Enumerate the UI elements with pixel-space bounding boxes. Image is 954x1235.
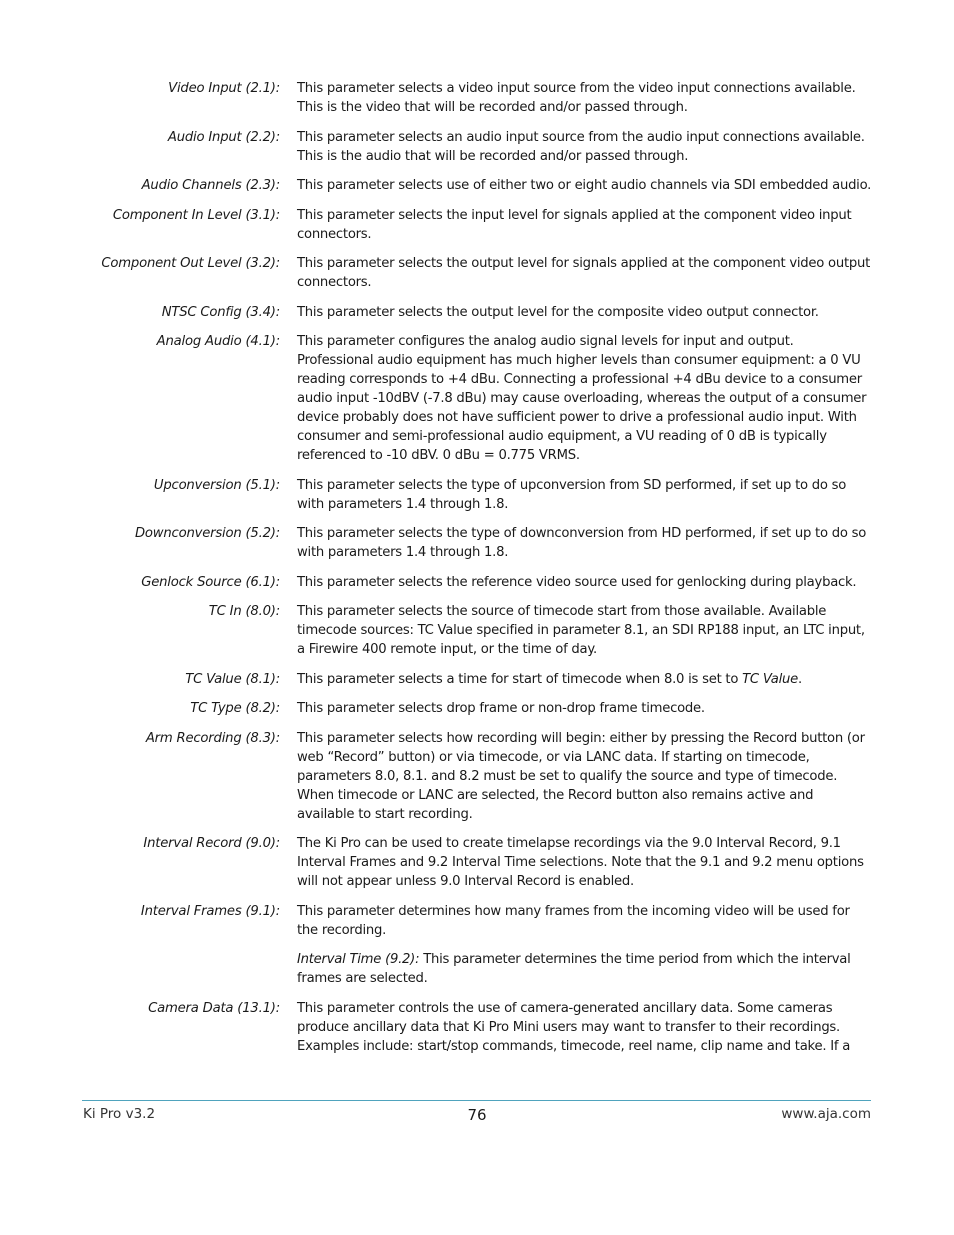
page-number: 76 — [467, 1106, 487, 1124]
parameter-entry — [0, 332, 954, 465]
parameter-description: This parameter selects the source of timecode start from those available. Available timecode sources: TC Value specified in parameter 8.1, an SDI RP188 input, an LTC input, a Firewire 400 remote input, or the time of day. — [297, 604, 865, 657]
parameter-term: Upconversion (5.1): — [153, 477, 280, 493]
parameter-entry — [0, 206, 954, 244]
parameter-description: This parameter selects use of either two or eight audio channels via SDI embedded audio. — [297, 178, 872, 193]
parameter-description: This parameter selects the reference video source used for genlocking during playback. — [297, 574, 857, 590]
parameter-term: Analog Audio (4.1): — [156, 334, 280, 349]
parameter-description: This parameter selects how recording will begin: either by pressing the Record button (or web “Record” button) or via timecode, or via LANC data. If starting on timecode, parameters 8.0, 8.1. and 8.2 must be set to qualify the source and type of timecode. When timecode or LANC are selected, the Record button also remains active and available to start recording. — [297, 730, 865, 822]
parameter-entry — [0, 176, 954, 195]
parameter-term: TC Type (8.2): — [190, 701, 280, 716]
description-italic-text: TC Value — [742, 671, 798, 687]
parameter-description: This parameter selects drop frame or non-drop frame timecode. — [297, 701, 705, 716]
footer-divider — [82, 1100, 871, 1101]
description-italic-lead: Interval Time (9.2): — [297, 952, 420, 967]
parameter-entry — [0, 254, 954, 292]
parameter-term: NTSC Config (3.4): — [161, 304, 280, 320]
parameter-term: Video Input (2.1): — [168, 81, 280, 96]
parameter-term: Camera Data (13.1): — [148, 1000, 280, 1016]
parameter-term: Interval Frames (9.1): — [140, 903, 280, 919]
parameter-description: This parameter configures the analog audio signal levels for input and output. Professional audio equipment has much higher levels than consumer equipment: a 0 VU reading corresponds to +4 dBu. Connecting a professional +4 dBu device to a consumer audio input -10dBV (-7.8 dBu) may cause overloading, whereas the output of a consumer device probably does not have sufficient power to drive a professional audio input. With consumer and semi-professional audio equipment, a VU reading of 0 dB is typically referenced to -10 dBV. 0 dBu = 0.775 VRMS. — [297, 334, 867, 463]
parameter-term: Interval Record (9.0): — [143, 836, 280, 851]
parameter-entry — [0, 729, 954, 824]
parameter-description: This parameter selects the output level for the composite video output connector. — [297, 304, 819, 320]
parameter-term: TC Value (8.1): — [185, 671, 280, 687]
parameter-entry — [0, 303, 954, 322]
parameter-term: Audio Channels (2.3): — [141, 178, 280, 193]
parameter-entry — [0, 999, 954, 1056]
parameter-description: This parameter selects the type of downconversion from HD performed, if set up to do so with parameters 1.4 through 1.8. — [297, 526, 867, 560]
parameter-entry — [0, 902, 954, 940]
parameter-entry — [0, 128, 954, 166]
parameter-term: Component In Level (3.1): — [112, 207, 280, 223]
parameter-description: This parameter selects the type of upconversion from SD performed, if set up to do so with parameters 1.4 through 1.8. — [297, 477, 847, 512]
parameter-term: Genlock Source (6.1): — [141, 574, 280, 590]
parameter-entry — [0, 476, 954, 514]
parameter-entry — [0, 79, 954, 117]
parameter-entry — [0, 699, 954, 718]
parameter-list — [0, 79, 954, 1066]
parameter-description: This parameter determines how many frames from the incoming video will be used for the recording. — [297, 903, 850, 938]
parameter-entry — [0, 950, 954, 988]
parameter-description: This parameter selects the input level for signals applied at the component video input connectors. — [297, 207, 852, 242]
parameter-description: The Ki Pro can be used to create timelapse recordings via the 9.0 Interval Record, 9.1 Interval Frames and 9.2 Interval Time selections. Note that the 9.1 and 9.2 menu options will not appear unless 9.0 Interval Record is enabled. — [297, 836, 864, 889]
parameter-description: This parameter selects the output level for signals applied at the component video output connectors. — [297, 256, 871, 290]
footer-website: www.aja.com — [781, 1106, 871, 1122]
parameter-term — [0, 950, 280, 988]
parameter-description: This parameter selects a video input source from the video input connections available. This is the video that will be recorded and/or passed through. — [297, 81, 856, 115]
parameter-description: This parameter selects an audio input source from the audio input connections available. This is the audio that will be recorded and/or passed through. — [297, 129, 865, 164]
parameter-entry — [0, 573, 954, 592]
parameter-term: Audio Input (2.2): — [167, 129, 280, 145]
parameter-entry — [0, 670, 954, 689]
parameter-description — [297, 950, 872, 988]
description-text: This parameter selects a time for start of timecode when 8.0 is set to — [297, 671, 743, 687]
parameter-description: This parameter controls the use of camera-generated ancillary data. Some cameras produce ancillary data that Ki Pro Mini users may want to transfer to their recordings. Examples include: start/stop commands, timecode, reel name, clip name and take. If a — [297, 1000, 851, 1054]
parameter-term: Downconversion (5.2): — [134, 526, 280, 541]
parameter-term: Component Out Level (3.2): — [101, 256, 280, 271]
parameter-entry — [0, 834, 954, 891]
parameter-entry — [0, 602, 954, 659]
footer-product-version: Ki Pro v3.2 — [83, 1106, 156, 1122]
parameter-term: Arm Recording (8.3): — [145, 730, 280, 746]
description-end-text: . — [797, 671, 802, 687]
parameter-term: TC In (8.0): — [208, 604, 280, 619]
description-text: This parameter determines the time period from which the interval frames are selected. — [297, 952, 851, 986]
parameter-entry — [0, 524, 954, 562]
parameter-description — [297, 670, 872, 689]
